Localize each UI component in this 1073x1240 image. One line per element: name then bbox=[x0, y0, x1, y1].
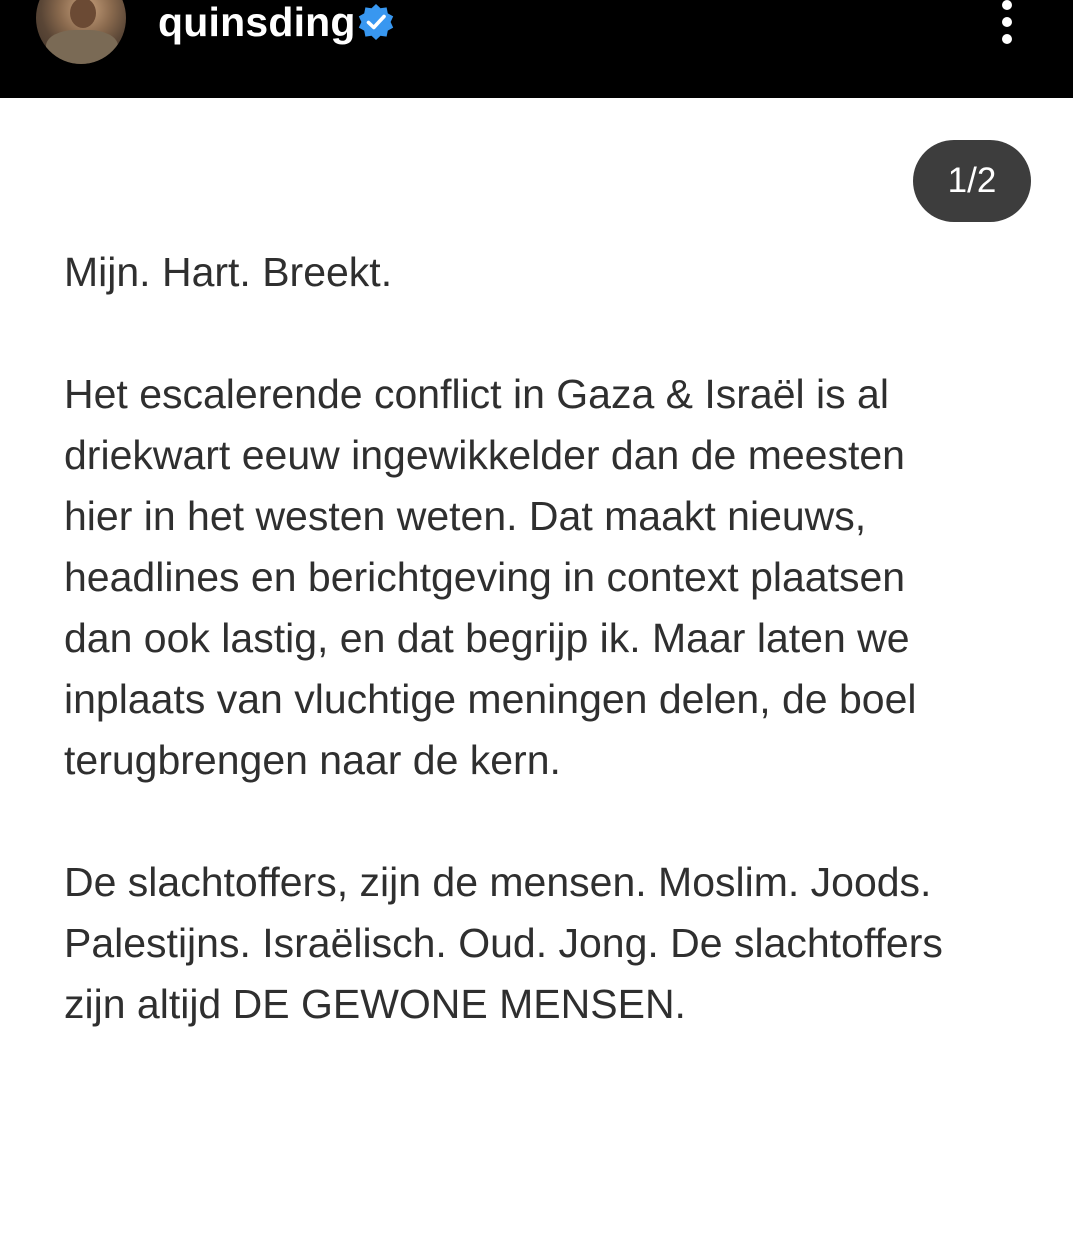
text-line: Het escalerende conflict in Gaza & Israël is al bbox=[64, 371, 889, 417]
avatar-shoulder bbox=[46, 30, 118, 64]
text-line: hier in het westen weten. Dat maakt nieuws, bbox=[64, 493, 867, 539]
more-dot-1 bbox=[1002, 0, 1012, 10]
text-line: zijn altijd DE GEWONE MENSEN. bbox=[64, 981, 686, 1027]
page-indicator: 1/2 bbox=[913, 140, 1031, 222]
avatar[interactable] bbox=[36, 0, 126, 64]
paragraph-3 bbox=[64, 852, 1024, 1035]
story-header bbox=[0, 0, 1073, 98]
text-line: Mijn. Hart. Breekt. bbox=[64, 249, 393, 295]
avatar-face bbox=[70, 0, 96, 28]
more-options-icon[interactable] bbox=[992, 0, 1022, 48]
more-dot-2 bbox=[1002, 17, 1012, 27]
paragraph-2 bbox=[64, 364, 1024, 791]
text-line: Palestijns. Israëlisch. Oud. Jong. De slachtoffers bbox=[64, 920, 943, 966]
text-line: driekwart eeuw ingewikkelder dan de meesten bbox=[64, 432, 905, 478]
verified-badge-icon bbox=[356, 2, 396, 42]
text-line: inplaats van vluchtige meningen delen, de boel bbox=[64, 676, 917, 722]
text-line: headlines en berichtgeving in context plaatsen bbox=[64, 554, 906, 600]
story-text bbox=[64, 242, 1024, 1035]
paragraph-1 bbox=[64, 242, 1024, 303]
username[interactable]: quinsding bbox=[158, 0, 356, 45]
text-line: dan ook lastig, en dat begrijp ik. Maar laten we bbox=[64, 615, 910, 661]
text-line: De slachtoffers, zijn de mensen. Moslim. Joods. bbox=[64, 859, 932, 905]
text-line: terugbrengen naar de kern. bbox=[64, 737, 561, 783]
more-dot-3 bbox=[1002, 34, 1012, 44]
